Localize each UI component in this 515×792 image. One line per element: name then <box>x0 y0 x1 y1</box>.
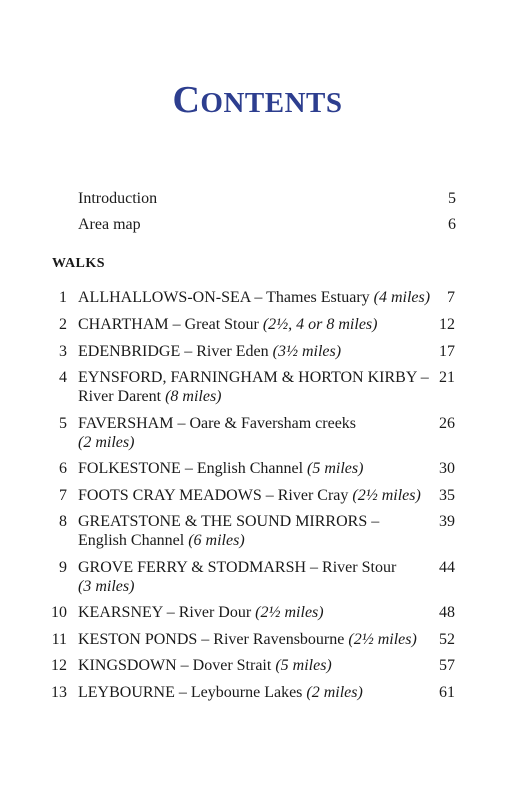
walk-page: 52 <box>439 631 455 648</box>
walk-number: 8 <box>59 513 67 530</box>
walk-distance: (3 miles) <box>78 578 135 595</box>
walk-distance: (4 miles) <box>373 289 431 306</box>
walk-distance: (5 miles) <box>275 657 332 674</box>
walk-title <box>78 368 433 406</box>
toc-entry-introduction[interactable] <box>78 189 456 208</box>
walk-title <box>78 683 433 702</box>
walk-place: ALLHALLOWS-ON-SEA – Thames Estuary <box>78 289 370 306</box>
walk-place: EDENBRIDGE – River Eden <box>78 343 269 360</box>
walk-number: 9 <box>59 559 67 576</box>
walk-place: EYNSFORD, FARNINGHAM & HORTON KIRBY – <box>78 369 429 386</box>
walk-number: 7 <box>59 487 67 504</box>
walk-page: 35 <box>439 487 455 504</box>
walk-place: GROVE FERRY & STODMARSH – River Stour <box>78 559 397 576</box>
walk-page: 17 <box>439 343 455 360</box>
walk-number: 13 <box>51 684 67 701</box>
walk-page: 21 <box>439 369 455 386</box>
walk-title <box>78 603 433 622</box>
walk-title <box>78 558 433 596</box>
walk-distance: (2½, 4 or 8 miles) <box>262 316 378 333</box>
walk-place: KINGSDOWN – Dover Strait <box>78 657 272 674</box>
walk-page: 12 <box>439 316 455 333</box>
walk-title <box>78 656 433 675</box>
walk-distance: (2 miles) <box>78 434 135 451</box>
section-heading-walks: WALKS <box>52 256 106 271</box>
walk-page: 26 <box>439 415 455 432</box>
walk-title <box>78 288 433 307</box>
walk-number: 1 <box>59 289 67 306</box>
toc-entry-page: 5 <box>448 190 456 207</box>
walk-distance: (3½ miles) <box>272 343 342 360</box>
walk-place-continued: English Channel <box>78 532 189 549</box>
walk-page: 61 <box>439 684 455 701</box>
walk-distance: (2½ miles) <box>348 631 417 648</box>
walk-title <box>78 414 433 452</box>
walk-number: 11 <box>51 631 67 648</box>
walk-number: 6 <box>59 460 67 477</box>
walk-place: KESTON PONDS – River Ravensbourne <box>78 631 345 648</box>
toc-entry-area-map[interactable] <box>78 215 456 234</box>
walk-distance: (2½ miles) <box>255 604 324 621</box>
walk-place-continued: River Darent <box>78 388 166 405</box>
walk-place: KEARSNEY – River Dour <box>78 604 252 621</box>
walk-place: CHARTHAM – Great Stour <box>78 316 259 333</box>
walk-number: 4 <box>59 369 67 386</box>
walk-distance: (8 miles) <box>165 388 222 405</box>
walk-title <box>78 486 433 505</box>
walk-number: 2 <box>59 316 67 333</box>
walk-distance: (5 miles) <box>307 460 364 477</box>
walk-place: FOLKESTONE – English Channel <box>78 460 304 477</box>
walk-distance: (2 miles) <box>306 684 363 701</box>
walk-place: LEYBOURNE – Leybourne Lakes <box>78 684 303 701</box>
walk-page: 30 <box>439 460 455 477</box>
walk-distance: (2½ miles) <box>352 487 421 504</box>
walk-page: 39 <box>439 513 455 530</box>
walk-place: FAVERSHAM – Oare & Faversham creeks <box>78 415 357 432</box>
walk-page: 44 <box>439 559 455 576</box>
walk-number: 3 <box>59 343 67 360</box>
walk-page: 48 <box>439 604 455 621</box>
walk-title <box>78 512 433 550</box>
toc-entry-label: Area map <box>78 216 141 233</box>
walk-title <box>78 459 433 478</box>
walk-page: 57 <box>439 657 455 674</box>
walk-number: 5 <box>59 415 67 432</box>
walk-number: 10 <box>51 604 67 621</box>
walk-place: FOOTS CRAY MEADOWS – River Cray <box>78 487 349 504</box>
walk-distance: (6 miles) <box>188 532 245 549</box>
walk-title <box>78 342 433 361</box>
walk-title <box>78 630 433 649</box>
walk-page: 7 <box>447 289 455 306</box>
toc-entry-label: Introduction <box>78 190 158 207</box>
walk-number: 12 <box>51 657 67 674</box>
page-title: CONTENTS <box>172 79 343 121</box>
walk-place: GREATSTONE & THE SOUND MIRRORS – <box>78 513 380 530</box>
walk-title <box>78 315 433 334</box>
toc-entry-page: 6 <box>448 216 456 233</box>
